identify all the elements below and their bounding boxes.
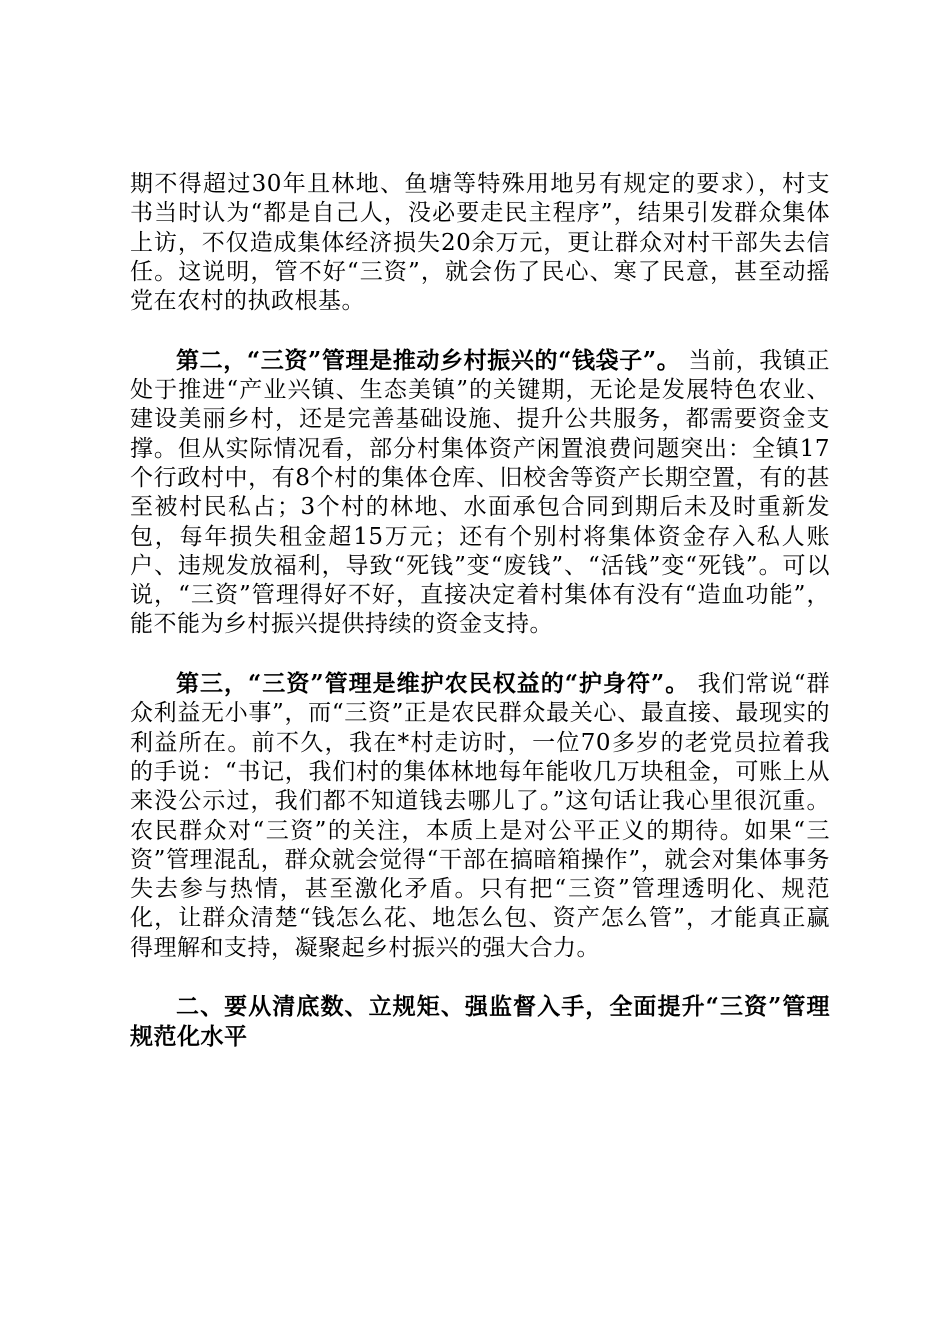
paragraph-lead: 第三，“三资”管理是维护农民权益的“护身符”。: [176, 670, 690, 698]
paragraph-text: 我们常说“群众利益无小事”，而“三资”正是农民群众最关心、最直接、最现实的利益所在。前不久，我在*村走访时，一位70多岁的老党员拉着我的手说：“书记，我们村的集体林地每年能收几万块租金，可账上从来没公示过，我们都不知道钱去哪儿了。”这句话让我心里很沉重。农民群众对“三资”的关注，本质上是对公平正义的期待。如果“三资”管理混乱，群众就会觉得“干部在搞暗箱操作”，就会对集体事务失去参与热情，甚至激化矛盾。只有把“三资”管理透明化、规范化，让群众清楚“钱怎么花、地怎么包、资产怎么管”，才能真正赢得理解和支持，凝聚起乡村振兴的强大合力。: [130, 671, 831, 961]
paragraph-text: 期不得超过30年且林地、鱼塘等特殊用地另有规定的要求），村支书当时认为“都是自己人，没必要走民主程序”，结果引发群众集体上访，不仅造成集体经济损失20余万元，更让群众对村干部失去信任。这说明，管不好“三资”，就会伤了民心、寒了民意，甚至动摇党在农村的执政根基。: [130, 171, 830, 315]
section-heading: 二、要从清底数、立规矩、强监督入手，全面提升“三资”管理规范化水平: [130, 993, 830, 1050]
paragraph-point-three: [130, 669, 830, 963]
paragraph-text: 当前，我镇正处于推进“产业兴镇、生态美镇”的关键期，无论是发展特色农业、建设美丽乡村，还是完善基础设施、提升公共服务，都需要资金支撑。但从实际情况看，部分村集体资产闲置浪费问题突出：全镇17个行政村中，有8个村的集体仓库、旧校舍等资产长期空置，有的甚至被村民私占；3个村的林地、水面承包合同到期后未及时重新发包，每年损失租金超15万元；还有个别村将集体资金存入私人账户、违规发放福利，导致“死钱”变“废钱”、“活钱”变“死钱”。可以说，“三资”管理得好不好，直接决定着村集体有没有“造血功能”，能不能为乡村振兴提供持续的资金支持。: [130, 347, 831, 638]
paragraph-lead: 第二，“三资”管理是推动乡村振兴的“钱袋子”。: [176, 346, 681, 374]
document-body: [130, 170, 830, 1051]
paragraph-continuation: [130, 170, 830, 316]
paragraph-point-two: [130, 346, 830, 640]
